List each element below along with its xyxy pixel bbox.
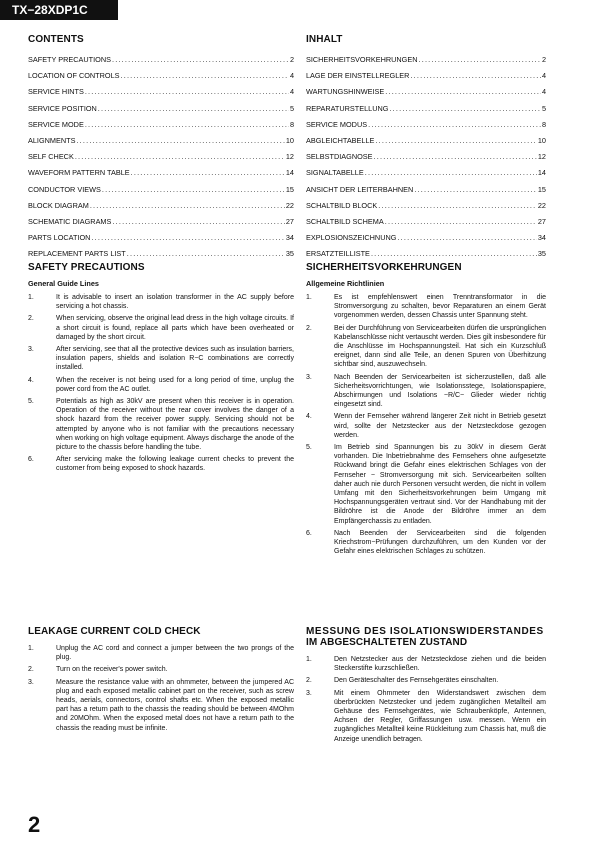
toc-leader-dots bbox=[410, 70, 541, 86]
contents-row bbox=[28, 232, 294, 248]
toc-page-number: 5 bbox=[289, 103, 294, 113]
item-number: 3. bbox=[306, 689, 312, 697]
list-item bbox=[306, 373, 546, 410]
toc-label: ANSICHT DER LEITERBAHNEN bbox=[306, 184, 414, 194]
contents-list bbox=[28, 54, 294, 264]
toc-leader-dots bbox=[385, 86, 541, 102]
list-item bbox=[28, 665, 294, 674]
list-item bbox=[306, 529, 546, 557]
item-text: Unplug the AC cord and connect a jumper between the two prongs of the plug. bbox=[56, 645, 294, 662]
item-number: 4. bbox=[28, 376, 34, 384]
item-number: 3. bbox=[306, 373, 312, 381]
toc-leader-dots bbox=[414, 184, 537, 200]
toc-page-number: 4 bbox=[541, 87, 546, 97]
toc-label: SCHALTBILD SCHEMA bbox=[306, 216, 384, 226]
item-number: 2. bbox=[306, 324, 312, 332]
safety-title: SAFETY PRECAUTIONS bbox=[28, 262, 145, 273]
toc-label: BLOCK DIAGRAM bbox=[28, 200, 89, 210]
inhalt-title: INHALT bbox=[306, 34, 343, 45]
toc-leader-dots bbox=[374, 151, 537, 167]
inhalt-row bbox=[306, 232, 546, 248]
item-number: 2. bbox=[28, 666, 34, 674]
toc-label: SERVICE MODE bbox=[28, 119, 84, 129]
contents-en-section bbox=[28, 34, 294, 264]
messung-list bbox=[306, 655, 546, 744]
toc-label: SELF CHECK bbox=[28, 152, 74, 162]
contents-row bbox=[28, 86, 294, 102]
toc-leader-dots bbox=[121, 70, 289, 86]
item-text: When servicing, observe the original lead dress in the high voltage circuits. If a short circuit is found, replace all parts which have been overheated or damaged by the short circuit. bbox=[56, 315, 294, 341]
item-number: 1. bbox=[306, 294, 312, 301]
toc-page-number: 4 bbox=[289, 87, 294, 97]
item-text: When the receiver is not being used for a long period of time, unplug the power cord from the AC outlet. bbox=[56, 376, 294, 393]
item-number: 5. bbox=[28, 398, 34, 406]
toc-label: SERVICE MODUS bbox=[306, 119, 368, 129]
toc-leader-dots bbox=[85, 86, 289, 102]
toc-label: ERSATZTEILLISTE bbox=[306, 249, 370, 259]
contents-row bbox=[28, 200, 294, 216]
toc-label: ABGLEICHTABELLE bbox=[306, 135, 375, 145]
item-number: 3. bbox=[28, 678, 34, 686]
toc-leader-dots bbox=[368, 119, 541, 135]
safety-list bbox=[28, 293, 294, 474]
item-text: Nach Beenden der Servicearbeiten ist sicherzustellen, daß alle Sicherheitsvorrichtungen, wie Isolationsstege, Isolationspapiere, Abschirmungen und Isolations −R/C− Glieder wieder richtig eingesetzt sind. bbox=[334, 373, 546, 409]
inhalt-row bbox=[306, 216, 546, 232]
list-item bbox=[28, 397, 294, 452]
toc-label: REPARATURSTELLUNG bbox=[306, 103, 389, 113]
toc-page-number: 5 bbox=[541, 103, 546, 113]
contents-row bbox=[28, 119, 294, 135]
toc-leader-dots bbox=[385, 216, 537, 232]
page-number: 2 bbox=[28, 812, 41, 837]
toc-label: SAFETY PRECAUTIONS bbox=[28, 55, 111, 64]
toc-page-number: 2 bbox=[289, 55, 294, 64]
inhalt-row bbox=[306, 54, 546, 70]
contents-row bbox=[28, 70, 294, 86]
list-item bbox=[28, 314, 294, 342]
list-item bbox=[28, 644, 294, 662]
toc-label: SIGNALTABELLE bbox=[306, 168, 364, 178]
inhalt-row bbox=[306, 119, 546, 135]
contents-title: CONTENTS bbox=[28, 34, 84, 45]
toc-page-number: 27 bbox=[285, 216, 294, 226]
toc-leader-dots bbox=[131, 167, 285, 183]
contents-row bbox=[28, 151, 294, 167]
list-item bbox=[306, 689, 546, 744]
toc-leader-dots bbox=[98, 103, 289, 119]
list-item bbox=[306, 412, 546, 440]
toc-page-number: 10 bbox=[537, 135, 546, 145]
list-item bbox=[306, 324, 546, 370]
inhalt-row bbox=[306, 103, 546, 119]
messung-title-line1: MESSUNG DES ISOLATIONSWIDERSTANDES bbox=[306, 626, 544, 637]
inhalt-row bbox=[306, 135, 546, 151]
sicherheit-title: SICHERHEITSVORKEHRUNGEN bbox=[306, 262, 462, 273]
inhalt-row bbox=[306, 200, 546, 216]
list-item bbox=[306, 655, 546, 673]
toc-page-number: 35 bbox=[285, 249, 294, 259]
toc-label: WAVEFORM PATTERN TABLE bbox=[28, 168, 130, 178]
item-number: 1. bbox=[28, 294, 34, 301]
inhalt-row bbox=[306, 70, 546, 86]
contents-row bbox=[28, 54, 294, 70]
contents-row bbox=[28, 103, 294, 119]
toc-page-number: 34 bbox=[285, 233, 294, 243]
toc-label: LAGE DER EINSTELLREGLER bbox=[306, 71, 410, 81]
toc-leader-dots bbox=[76, 135, 284, 151]
item-number: 6. bbox=[28, 456, 34, 464]
toc-page-number: 12 bbox=[285, 152, 294, 162]
toc-leader-dots bbox=[91, 232, 284, 248]
toc-page-number: 10 bbox=[285, 135, 294, 145]
item-text: Measure the resistance value with an ohmmeter, between the jumpered AC plug and each exposed metallic cabinet part on the receiver, such as screw heads, aerials, connectors, control shafts etc. When the exposed metallic part has a return path to the chassis the reading should be between 4MOhm and 20MOhm. When the exposed metal does not have a return path to the chassis the reading must be infinite. bbox=[56, 678, 294, 732]
inhalt-list bbox=[306, 54, 546, 264]
contents-row bbox=[28, 184, 294, 200]
toc-label: REPLACEMENT PARTS LIST bbox=[28, 249, 126, 259]
item-text: Es ist empfehlenswert einen Trenntransformator in die Stromversorgung zu schalten, bevor Reparaturen an einem Gerät vorgenommen werden, dessen Chassis unter Spannung steht. bbox=[334, 294, 546, 320]
item-text: Im Betrieb sind Spannungen bis zu 30kV in diesem Gerät vorhanden. Die Inbetriebnahme des Fernsehers ohne aufgesetzte Rückwand bringt die Gefahr eines elektrischen Schlages von der Fernseher − Stromversorgung mit sich. Servicearbeiten sollten daher auch nie durch Personen versucht werden, die nicht in vollem Umfang mit den Sicherheitsvorkehrungen beim Umgang mit Hochspannungsgeräten vertraut sind. Vor der Handhabung mit der Bildröhre ist die Anode der Bildröhre immer an dem Empfängerchassis zu entladen. bbox=[334, 444, 546, 525]
item-number: 1. bbox=[306, 656, 312, 663]
model-label: TX−28XDP1C bbox=[0, 0, 118, 20]
item-text: Wenn der Fernseher während längerer Zeit nicht in Betrieb gesetzt wird, sollte der Netzstecker aus der Netzsteckdose gezogen werden. bbox=[334, 413, 546, 439]
contents-row bbox=[28, 216, 294, 232]
list-item bbox=[306, 293, 546, 321]
item-number: 6. bbox=[306, 529, 312, 537]
toc-label: ALIGNMENTS bbox=[28, 135, 76, 145]
toc-leader-dots bbox=[365, 167, 537, 183]
item-number: 2. bbox=[306, 677, 312, 685]
item-text: It is advisable to insert an isolation transformer in the AC supply before servicing a hot chassis. bbox=[56, 294, 294, 311]
item-number: 5. bbox=[306, 444, 312, 452]
toc-leader-dots bbox=[397, 232, 536, 248]
toc-leader-dots bbox=[389, 103, 540, 119]
list-item bbox=[28, 678, 294, 733]
contents-row bbox=[28, 135, 294, 151]
toc-leader-dots bbox=[112, 216, 284, 232]
toc-label: SELBSTDIAGNOSE bbox=[306, 152, 373, 162]
list-item bbox=[306, 443, 546, 526]
item-text: Mit einem Ohmmeter den Widerstandswert zwischen dem überbrückten Netzstecker und jedem zugänglichen Metallteil am Gehäuse des Fernsehgerätes, wie Schraubenköpfe, Antennen, Achsen der Regler, Griffassungen usw. messen. Wenn ein zugängliches Metallteil keine Rückleitung zum Chassis hat, muß die Anzeige unendlich betragen. bbox=[334, 689, 546, 743]
item-text: Nach Beenden der Servicearbeiten sind die folgenden Kriechstrom−Prüfungen durchzuführen, um den Kunden vor der Gefahr eines elektrischen Schlages zu schützen. bbox=[334, 529, 546, 556]
toc-leader-dots bbox=[375, 135, 536, 151]
toc-leader-dots bbox=[85, 119, 289, 135]
toc-label: SICHERHEITSVORKEHRUNGEN bbox=[306, 55, 418, 64]
list-item bbox=[28, 376, 294, 394]
toc-page-number: 4 bbox=[541, 71, 546, 81]
inhalt-row bbox=[306, 184, 546, 200]
safety-de-section bbox=[306, 262, 546, 559]
toc-leader-dots bbox=[75, 151, 285, 167]
toc-page-number: 2 bbox=[541, 55, 546, 64]
toc-leader-dots bbox=[112, 54, 289, 70]
toc-leader-dots bbox=[419, 54, 541, 70]
inhalt-row bbox=[306, 151, 546, 167]
item-number: 1. bbox=[28, 645, 34, 652]
list-item bbox=[28, 293, 294, 311]
list-item bbox=[28, 345, 294, 373]
toc-page-number: 8 bbox=[289, 119, 294, 129]
toc-page-number: 27 bbox=[537, 216, 546, 226]
inhalt-row bbox=[306, 167, 546, 183]
contents-row bbox=[28, 167, 294, 183]
item-text: Potentials as high as 30kV are present when this receiver is in operation. Operation of the receiver without the rear cover involves the danger of a shock hazard from the receiver power supply. Servicing should not be attempted by anyone who is not familiar with the precautions necessary when working on high voltage equipment. Always discharge the anode of the picture to the chassis before handling the tube. bbox=[56, 398, 294, 452]
item-text: Den Geräteschalter des Fernsehgerätes einschalten. bbox=[334, 677, 499, 685]
toc-label: SCHALTBILD BLOCK bbox=[306, 200, 378, 210]
sicherheit-subtitle: Allgemeine Richtlinien bbox=[306, 279, 385, 288]
toc-page-number: 4 bbox=[289, 71, 294, 81]
toc-page-number: 34 bbox=[537, 233, 546, 243]
inhalt-row bbox=[306, 86, 546, 102]
messung-title-line2: IM ABGESCHALTETEN ZUSTAND bbox=[306, 637, 468, 648]
list-item bbox=[28, 455, 294, 473]
toc-page-number: 15 bbox=[285, 184, 294, 194]
toc-label: CONDUCTOR VIEWS bbox=[28, 184, 101, 194]
toc-label: PARTS LOCATION bbox=[28, 233, 91, 243]
toc-label: EXPLOSIONSZEICHNUNG bbox=[306, 233, 397, 243]
leakage-list bbox=[28, 644, 294, 733]
item-text: Turn on the receiver's power switch. bbox=[56, 666, 168, 674]
sicherheit-list bbox=[306, 293, 546, 556]
toc-page-number: 22 bbox=[285, 200, 294, 210]
safety-subtitle: General Guide Lines bbox=[28, 279, 99, 288]
toc-page-number: 12 bbox=[537, 152, 546, 162]
toc-label: LOCATION OF CONTROLS bbox=[28, 71, 120, 81]
item-text: After servicing make the following leakage current checks to prevent the customer from being exposed to shock hazards. bbox=[56, 456, 294, 473]
item-text: Den Netzstecker aus der Netzsteckdose ziehen und die beiden Steckerstifte kurzschließen. bbox=[334, 656, 546, 673]
item-text: After servicing, see that all the protective devices such as insulation barriers, insulation papers, shields and isolation R−C combinations are correctly installed. bbox=[56, 346, 294, 372]
toc-page-number: 22 bbox=[537, 200, 546, 210]
toc-leader-dots bbox=[90, 200, 285, 216]
item-number: 2. bbox=[28, 315, 34, 323]
toc-leader-dots bbox=[102, 184, 285, 200]
toc-page-number: 15 bbox=[537, 184, 546, 194]
item-number: 4. bbox=[306, 413, 312, 421]
toc-leader-dots bbox=[378, 200, 537, 216]
toc-label: SERVICE POSITION bbox=[28, 103, 97, 113]
toc-page-number: 35 bbox=[537, 249, 546, 259]
item-number: 3. bbox=[28, 346, 34, 354]
toc-label: SCHEMATIC DIAGRAMS bbox=[28, 216, 112, 226]
list-item bbox=[306, 676, 546, 685]
item-text: Bei der Durchführung von Servicearbeiten dürfen die ursprünglichen Kabelanschlüsse nicht vertauscht werden. Dies gilt insbesondere für die Anschlüsse im Hochspannungsteil. Hat sich ein Kurzschluß ereignet, dann sind alle Teile, an denen Spuren von Überhitzung sichtbar sind, auszuwechseln. bbox=[334, 324, 546, 369]
contents-de-section bbox=[306, 34, 546, 264]
leakage-title: LEAKAGE CURRENT COLD CHECK bbox=[28, 626, 201, 637]
toc-page-number: 14 bbox=[537, 168, 546, 178]
toc-page-number: 8 bbox=[541, 119, 546, 129]
leakage-de-section bbox=[306, 626, 546, 747]
leakage-en-section bbox=[28, 626, 294, 736]
toc-page-number: 14 bbox=[285, 168, 294, 178]
toc-label: SERVICE HINTS bbox=[28, 87, 84, 97]
safety-en-section bbox=[28, 262, 294, 477]
toc-label: WARTUNGSHINWEISE bbox=[306, 87, 385, 97]
